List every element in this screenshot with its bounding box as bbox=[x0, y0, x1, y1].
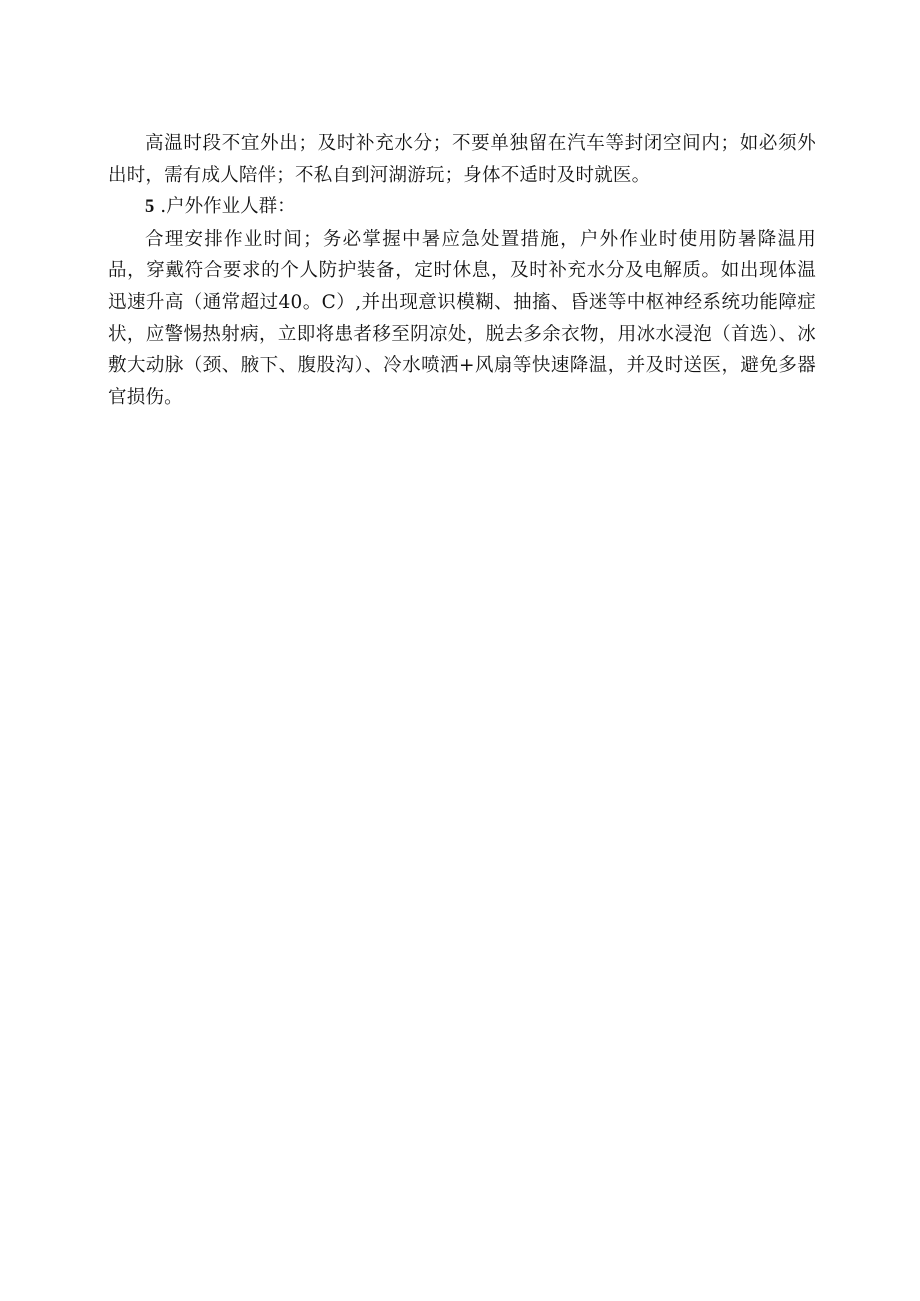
section-title: .户外作业人群： bbox=[160, 196, 296, 218]
section-number: 5 bbox=[145, 197, 155, 218]
paragraph-children-advice: 高温时段不宜外出；及时补充水分；不要单独留在汽车等封闭空间内；如必须外出时，需有成人陪伴；不私自到河湖游玩；身体不适时及时就医。 bbox=[108, 133, 816, 186]
section-heading-outdoor-workers bbox=[108, 191, 816, 224]
document-page bbox=[108, 128, 816, 413]
paragraph-outdoor-workers-advice: 合理安排作业时间；务必掌握中暑应急处置措施，户外作业时使用防暑降温用品，穿戴符合要求的个人防护装备，定时休息，及时补充水分及电解质。如出现体温迅速升高（通常超过40。C）,并出现意识模糊、抽搐、昏迷等中枢神经系统功能障症状，应警惕热射病，立即将患者移至阴凉处，脱去多余衣物，用冰水浸泡（首选）、冰敷大动脉（颈、腋下、腹股沟）、冷水喷洒+风扇等快速降温，并及时送医，避免多器官损伤。 bbox=[108, 228, 816, 408]
